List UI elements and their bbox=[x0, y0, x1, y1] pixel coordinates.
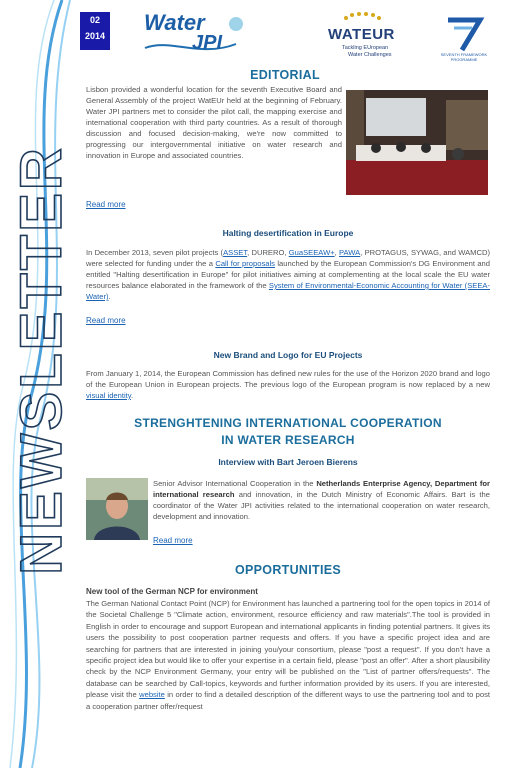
opportunities-title: OPPORTUNITIES bbox=[235, 563, 341, 577]
editorial-text: Lisbon provided a wonderful location for the seventh Executive Board and General Assembly of the project WatEUr held at the beginning of February. Water JPI partners met to consider the pilot call, the mapping exercise and international cooperation with third party countries. As a result of thorough discussion and focused decision-making, we're now committed to progressing our intergovernmental initiative on water research and innovation in Europe and associated countries. bbox=[86, 85, 342, 160]
newsletter-sidebar bbox=[0, 0, 80, 768]
interview-text-part: Senior Advisor International Cooperation in the bbox=[153, 479, 317, 488]
opportunities-subtitle: New tool of the German NCP for environment bbox=[86, 587, 258, 596]
interview-text bbox=[153, 478, 490, 522]
water-jpi-logo-line1: Water bbox=[144, 10, 205, 35]
editorial-read-more-link[interactable]: Read more bbox=[86, 200, 126, 209]
water-jpi-logo bbox=[140, 10, 250, 60]
call-for-proposals-link[interactable]: Call for proposals bbox=[215, 259, 275, 268]
desertification-read-more-link[interactable]: Read more bbox=[86, 316, 126, 325]
desertification-title: Halting desertification in Europe bbox=[222, 228, 354, 238]
interview-text-part: and innovation, in the Dutch Ministry of Economic Affairs. Bart is the coordinator of the Water JPI activities related to the international cooperation on water research, development and innovation. bbox=[153, 490, 490, 521]
interview-read-more-link[interactable]: Read more bbox=[153, 536, 193, 545]
fp7-logo-label: SEVENTH FRAMEWORK PROGRAMME bbox=[440, 52, 488, 62]
website-link[interactable]: website bbox=[139, 690, 165, 700]
desertification-text-part: , bbox=[334, 248, 340, 257]
newsletter-vertical-title: NEWSLETTER bbox=[9, 145, 74, 575]
portrait-image bbox=[86, 478, 148, 540]
issue-badge bbox=[80, 12, 110, 50]
wateur-logo-tagline1: Tackling EUropean bbox=[342, 45, 389, 51]
opportunities-text bbox=[86, 598, 490, 712]
desertification-text-part: launched by the European Commission's DG Environment and entitled "Halting desertification in Europe" for pilot initiatives aiming at complementing at the local scale the EU water resources balance elaborated in the framework of the bbox=[86, 259, 491, 290]
pawa-link[interactable]: PAWA bbox=[339, 248, 361, 257]
visual-identity-link[interactable]: visual identity bbox=[86, 391, 132, 400]
issue-year: 2014 bbox=[84, 31, 106, 41]
brand-title: New Brand and Logo for EU Projects bbox=[213, 350, 363, 360]
guaseeaw-link[interactable]: GuaSEEAW+ bbox=[288, 248, 335, 257]
asset-link[interactable]: ASSET bbox=[223, 248, 248, 257]
cooperation-title-line2: IN WATER RESEARCH bbox=[221, 433, 355, 447]
fp7-logo bbox=[440, 16, 488, 62]
opportunities-text-part: The German National Contact Point (NCP) for Environment has launched a partnering tool for the open topics in 2014 of the Societal Challenge 5 "Climate action, environment, resource efficiency and raw materials".The tool is provided in English in order to encourage and support European and international applicants in finding potential partners. It gives its users the possibility to post cooperation partner requests and offers. If you have a specific project idea and are searching for partners that are interested in joining you/your consortium, please "post a request". If you don't have a specific project idea but would like to offer your expertise in a certain field, please "post an offer". After a short plausibility check by the NCP Environment Germany, your entry will be published on the "List of partner offers/requests". The database can be searched by Call-topics, keywords and further information provided by its users. If you are interested, please visit the bbox=[86, 599, 490, 700]
desertification-text-part: , DURERO, bbox=[247, 248, 289, 257]
issue-number: 02 bbox=[89, 15, 100, 25]
opportunities-text-part: in order to find a detailed description of the different ways to use the partnering tool and to post a cooperation partner offer/request bbox=[86, 690, 491, 711]
water-jpi-logo-line2: JPI bbox=[192, 32, 223, 54]
desertification-text-part: , PROTAGUS, SYWAG, and WAMCD) were selected for funding under the a bbox=[86, 248, 490, 268]
editorial-title: EDITORIAL bbox=[250, 68, 320, 82]
desertification-text-part: In December 2013, seven pilot projects ( bbox=[86, 248, 224, 257]
seea-water-link[interactable]: System of Environmental-Economic Accounting for Water (SEEA-Water) bbox=[86, 281, 490, 301]
desertification-text bbox=[86, 247, 490, 302]
cooperation-title-line1: STRENGHTENING INTERNATIONAL COOPERATION bbox=[134, 416, 442, 430]
wateur-logo-name: WATEUR bbox=[328, 26, 395, 43]
meeting-room-image bbox=[346, 90, 488, 195]
bart-bierens-photo bbox=[86, 478, 148, 540]
brand-text bbox=[86, 368, 490, 401]
brand-text-part: . bbox=[131, 391, 134, 400]
wateur-logo-tagline2: Water Challenges bbox=[348, 52, 392, 58]
fp7-seven-icon bbox=[440, 16, 488, 52]
brand-text-part: From January 1, 2014, the European Commission has defined new rules for the use of the Horizon 2020 brand and logo of the European Union in European projects. The previous logo of the European program is now replaced by a new bbox=[86, 369, 490, 389]
desertification-text-part: . bbox=[108, 292, 111, 301]
interview-subtitle: Interview with Bart Jeroen Bierens bbox=[218, 457, 358, 467]
wateur-logo bbox=[326, 12, 410, 62]
meeting-photo bbox=[346, 90, 488, 195]
agency-name: Netherlands Enterprise Agency, Department for international research bbox=[153, 479, 490, 499]
